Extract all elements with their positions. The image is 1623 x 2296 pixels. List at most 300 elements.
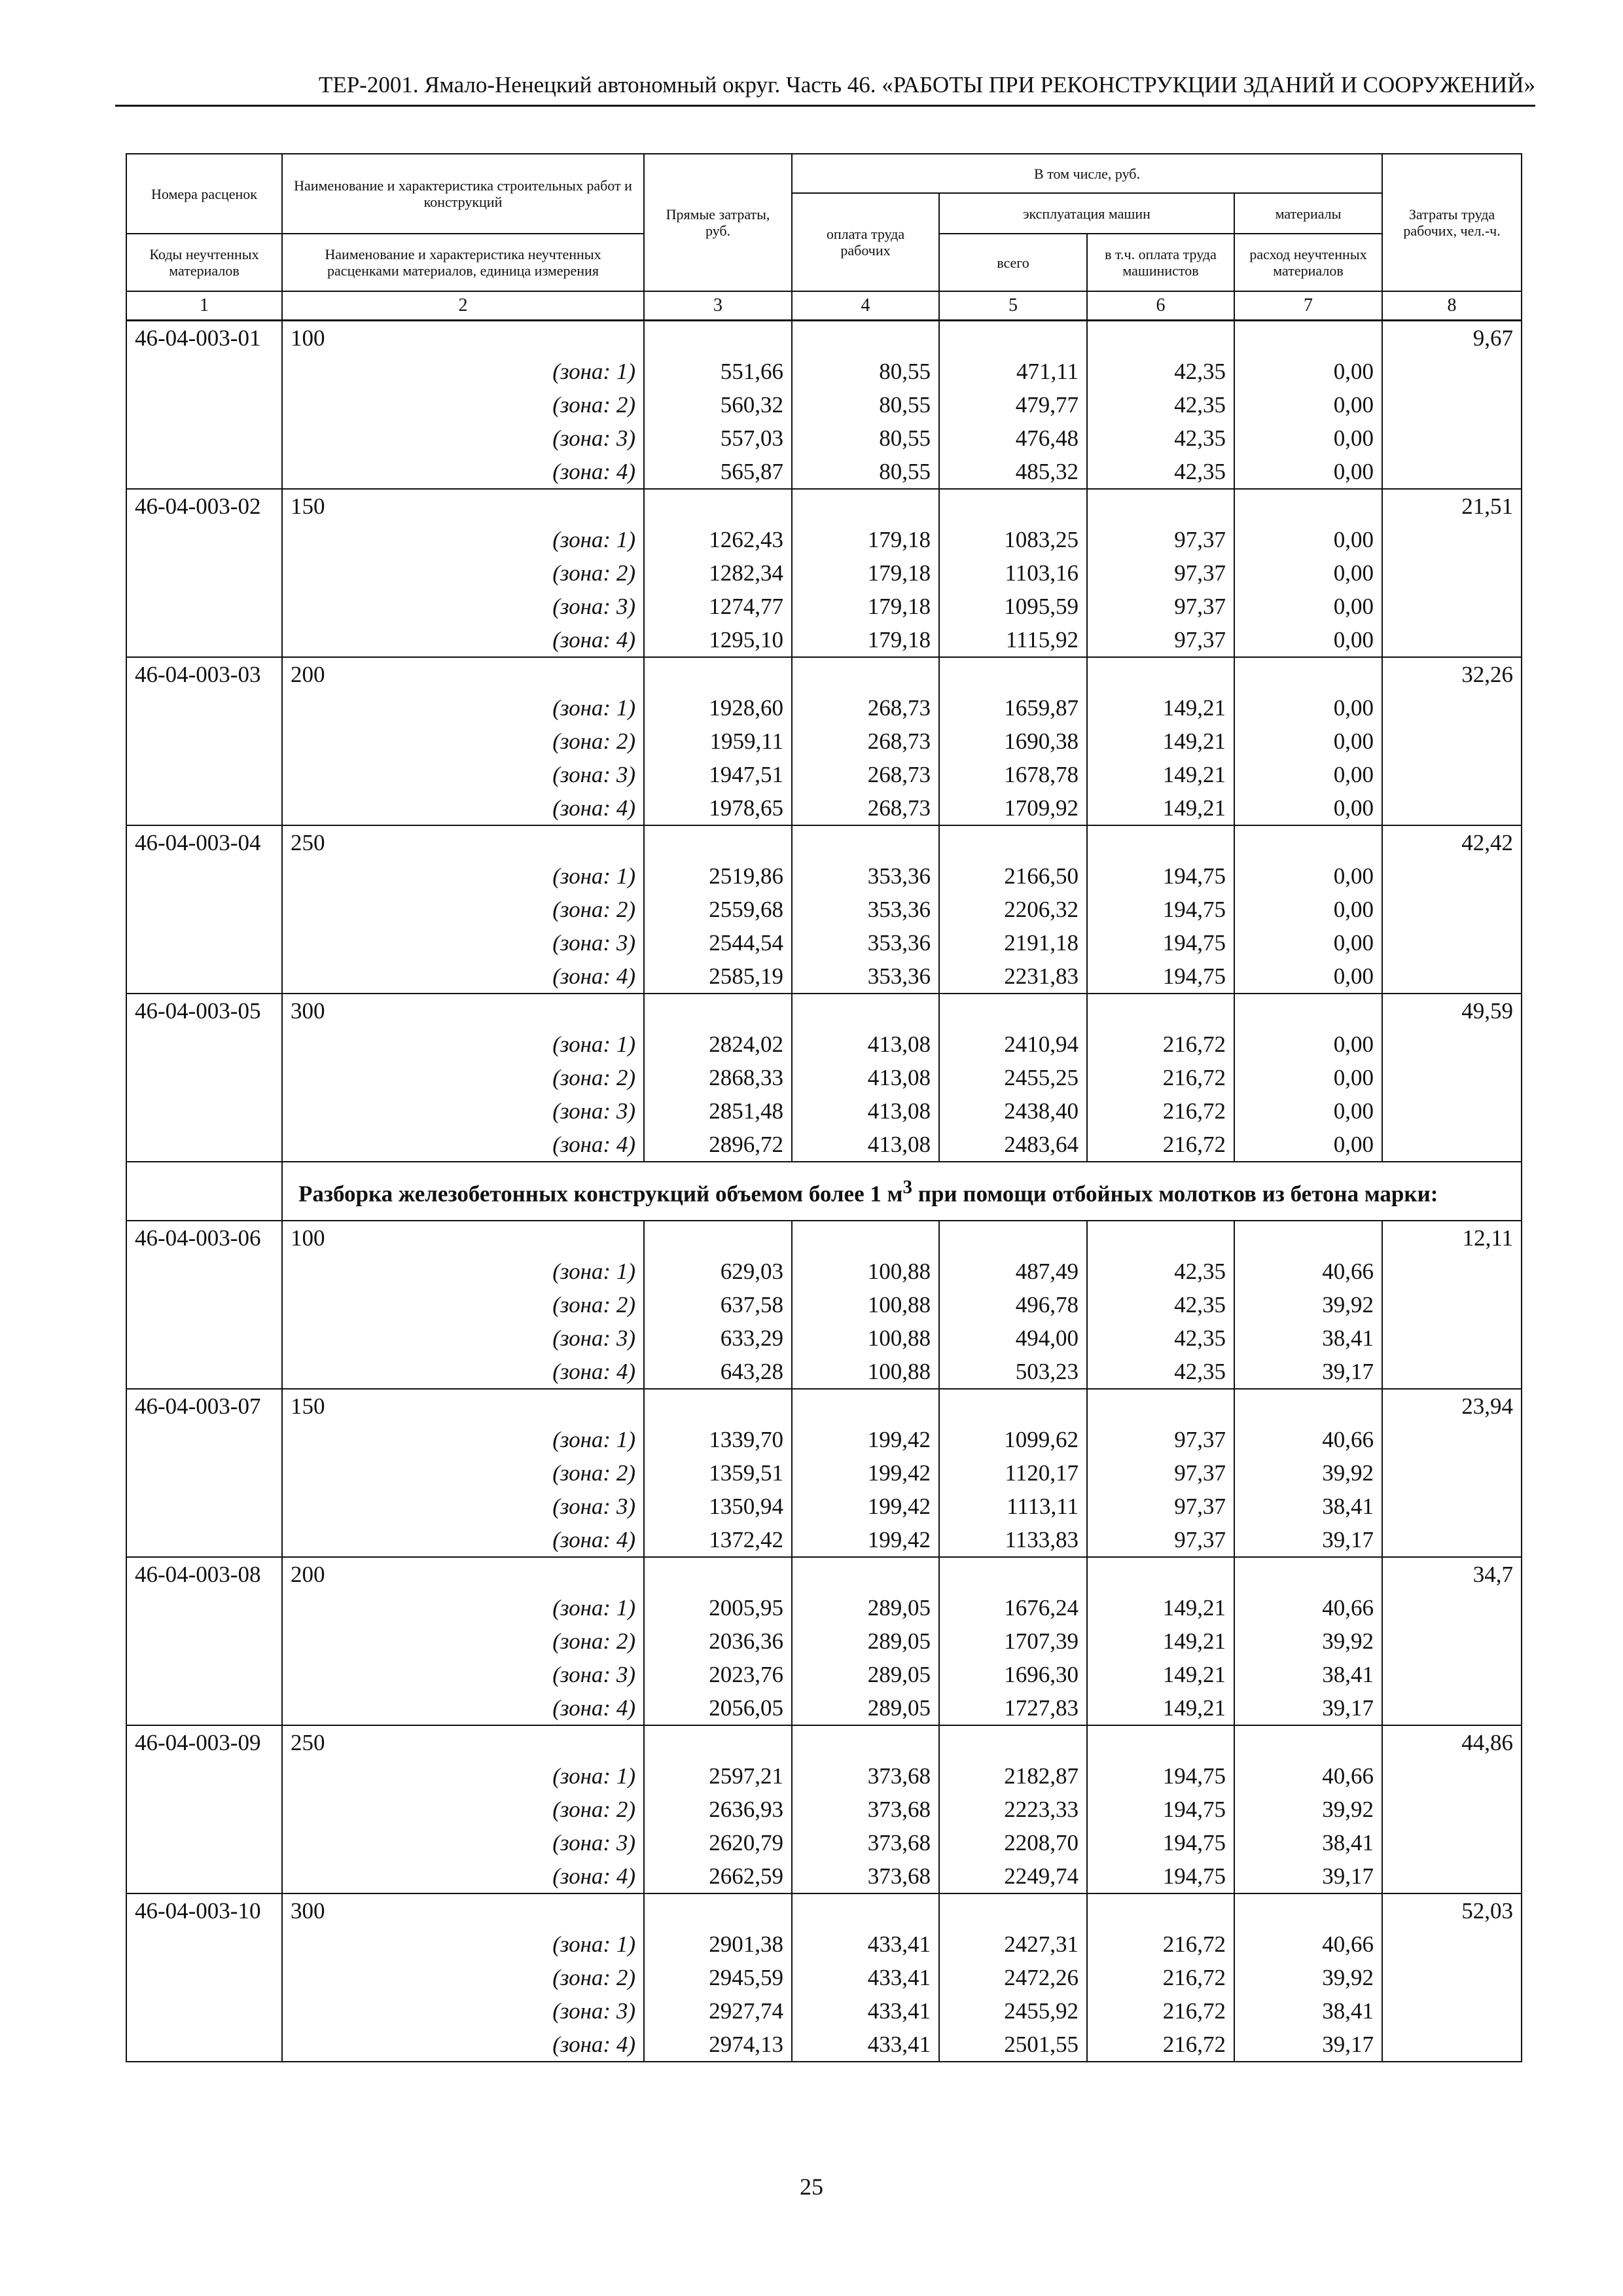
empty-cell bbox=[1087, 1893, 1234, 1928]
rate-code: 46-04-003-10 bbox=[126, 1893, 282, 1928]
rate-code: 46-04-003-03 bbox=[126, 657, 282, 691]
zone-label: (зона: 3) bbox=[282, 926, 644, 960]
empty-cell bbox=[126, 1859, 282, 1893]
empty-cell bbox=[939, 1557, 1087, 1591]
direct-costs-value: 2597,21 bbox=[644, 1759, 792, 1793]
zone-label: (зона: 3) bbox=[282, 1094, 644, 1128]
direct-costs-value: 2945,59 bbox=[644, 1961, 792, 1994]
machines-wages-value: 42,35 bbox=[1087, 355, 1234, 388]
direct-costs-value: 2023,76 bbox=[644, 1658, 792, 1691]
empty-cell bbox=[1382, 1691, 1522, 1725]
rate-row bbox=[126, 1893, 1522, 1928]
empty-cell bbox=[1382, 859, 1522, 893]
direct-costs-value: 2585,19 bbox=[644, 960, 792, 994]
col-number: 2 bbox=[282, 291, 644, 320]
direct-costs-value: 1274,77 bbox=[644, 590, 792, 623]
empty-cell bbox=[126, 556, 282, 590]
materials-value: 0,00 bbox=[1234, 859, 1382, 893]
rate-name: 300 bbox=[282, 1893, 644, 1928]
empty-cell bbox=[1382, 1523, 1522, 1557]
machines-wages-value: 42,35 bbox=[1087, 1255, 1234, 1288]
section-spacer-cell bbox=[126, 1162, 282, 1221]
empty-cell bbox=[1382, 1423, 1522, 1456]
empty-cell bbox=[126, 1094, 282, 1128]
machines-wages-value: 42,35 bbox=[1087, 1288, 1234, 1321]
empty-cell bbox=[126, 523, 282, 556]
machines-total-value: 1678,78 bbox=[939, 758, 1087, 791]
wages-value: 80,55 bbox=[792, 388, 939, 422]
zone-label: (зона: 1) bbox=[282, 1591, 644, 1624]
empty-cell bbox=[1087, 1725, 1234, 1759]
machines-total-value: 2191,18 bbox=[939, 926, 1087, 960]
materials-value: 0,00 bbox=[1234, 893, 1382, 926]
wages-value: 268,73 bbox=[792, 725, 939, 758]
machines-wages-value: 149,21 bbox=[1087, 791, 1234, 825]
machines-wages-value: 42,35 bbox=[1087, 422, 1234, 455]
section-title-text: при помощи отбойных молотков из бетона марки: bbox=[912, 1181, 1438, 1207]
empty-cell bbox=[126, 623, 282, 657]
empty-cell bbox=[1382, 1288, 1522, 1321]
machines-wages-value: 149,21 bbox=[1087, 725, 1234, 758]
zone-label: (зона: 1) bbox=[282, 1255, 644, 1288]
rate-code: 46-04-003-09 bbox=[126, 1725, 282, 1759]
materials-value: 40,66 bbox=[1234, 1759, 1382, 1793]
machines-total-value: 1727,83 bbox=[939, 1691, 1087, 1725]
wages-value: 289,05 bbox=[792, 1658, 939, 1691]
rate-row bbox=[126, 489, 1522, 523]
empty-cell bbox=[792, 1389, 939, 1423]
empty-cell bbox=[126, 859, 282, 893]
wages-value: 179,18 bbox=[792, 523, 939, 556]
empty-cell bbox=[1382, 1994, 1522, 2028]
machines-wages-value: 216,72 bbox=[1087, 1128, 1234, 1162]
machines-total-value: 496,78 bbox=[939, 1288, 1087, 1321]
zone-label: (зона: 4) bbox=[282, 960, 644, 994]
direct-costs-value: 2636,93 bbox=[644, 1793, 792, 1826]
rate-name: 150 bbox=[282, 489, 644, 523]
materials-value: 0,00 bbox=[1234, 1028, 1382, 1061]
labor-value: 21,51 bbox=[1382, 489, 1522, 523]
machines-wages-value: 149,21 bbox=[1087, 758, 1234, 791]
empty-cell bbox=[1382, 1128, 1522, 1162]
empty-cell bbox=[1234, 657, 1382, 691]
empty-cell bbox=[1382, 1255, 1522, 1288]
wages-value: 373,68 bbox=[792, 1759, 939, 1793]
direct-costs-value: 1947,51 bbox=[644, 758, 792, 791]
materials-value: 0,00 bbox=[1234, 791, 1382, 825]
empty-cell bbox=[126, 1961, 282, 1994]
col-number: 6 bbox=[1087, 291, 1234, 320]
materials-value: 39,17 bbox=[1234, 1355, 1382, 1389]
wages-value: 373,68 bbox=[792, 1826, 939, 1859]
direct-costs-value: 2824,02 bbox=[644, 1028, 792, 1061]
machines-wages-value: 97,37 bbox=[1087, 556, 1234, 590]
machines-total-value: 2208,70 bbox=[939, 1826, 1087, 1859]
wages-value: 80,55 bbox=[792, 455, 939, 489]
empty-cell bbox=[1382, 1658, 1522, 1691]
direct-costs-value: 643,28 bbox=[644, 1355, 792, 1389]
empty-cell bbox=[1382, 1759, 1522, 1793]
rate-code: 46-04-003-02 bbox=[126, 489, 282, 523]
empty-cell bbox=[644, 489, 792, 523]
empty-cell bbox=[1382, 556, 1522, 590]
machines-total-value: 2483,64 bbox=[939, 1128, 1087, 1162]
empty-cell bbox=[792, 1893, 939, 1928]
empty-cell bbox=[126, 1624, 282, 1658]
labor-value: 44,86 bbox=[1382, 1725, 1522, 1759]
empty-cell bbox=[126, 1355, 282, 1389]
zone-label: (зона: 3) bbox=[282, 1994, 644, 2028]
machines-total-value: 1095,59 bbox=[939, 590, 1087, 623]
zone-row bbox=[126, 1928, 1522, 1961]
materials-value: 0,00 bbox=[1234, 725, 1382, 758]
zone-label: (зона: 1) bbox=[282, 859, 644, 893]
machines-wages-value: 97,37 bbox=[1087, 1456, 1234, 1490]
machines-wages-value: 42,35 bbox=[1087, 1355, 1234, 1389]
table-body bbox=[126, 320, 1522, 2062]
zone-label: (зона: 4) bbox=[282, 1355, 644, 1389]
empty-cell bbox=[1382, 1028, 1522, 1061]
wages-value: 268,73 bbox=[792, 791, 939, 825]
materials-value: 0,00 bbox=[1234, 422, 1382, 455]
zone-label: (зона: 4) bbox=[282, 623, 644, 657]
empty-cell bbox=[1234, 1221, 1382, 1255]
materials-value: 39,92 bbox=[1234, 1793, 1382, 1826]
machines-total-value: 2166,50 bbox=[939, 859, 1087, 893]
empty-cell bbox=[1234, 1389, 1382, 1423]
col-labor-header: Затраты труда рабочих, чел.-ч. bbox=[1382, 154, 1522, 291]
empty-cell bbox=[126, 893, 282, 926]
empty-cell bbox=[1382, 1859, 1522, 1893]
zone-row bbox=[126, 1490, 1522, 1523]
machines-total-value: 1709,92 bbox=[939, 791, 1087, 825]
empty-cell bbox=[126, 1423, 282, 1456]
col-wages-header: оплата труда рабочих bbox=[792, 193, 939, 291]
materials-value: 39,17 bbox=[1234, 1859, 1382, 1893]
labor-value: 52,03 bbox=[1382, 1893, 1522, 1928]
empty-cell bbox=[1234, 489, 1382, 523]
labor-value: 23,94 bbox=[1382, 1389, 1522, 1423]
wages-value: 413,08 bbox=[792, 1094, 939, 1128]
rate-code: 46-04-003-04 bbox=[126, 825, 282, 859]
rate-row bbox=[126, 1221, 1522, 1255]
labor-value: 32,26 bbox=[1382, 657, 1522, 691]
zone-row bbox=[126, 455, 1522, 489]
table-header bbox=[126, 154, 1522, 320]
machines-wages-value: 194,75 bbox=[1087, 960, 1234, 994]
rate-name: 300 bbox=[282, 994, 644, 1028]
machines-total-value: 2231,83 bbox=[939, 960, 1087, 994]
zone-label: (зона: 4) bbox=[282, 1859, 644, 1893]
empty-cell bbox=[126, 1691, 282, 1725]
empty-cell bbox=[1234, 1725, 1382, 1759]
direct-costs-value: 629,03 bbox=[644, 1255, 792, 1288]
machines-wages-value: 149,21 bbox=[1087, 1591, 1234, 1624]
machines-total-value: 2223,33 bbox=[939, 1793, 1087, 1826]
zone-row bbox=[126, 1591, 1522, 1624]
machines-total-value: 494,00 bbox=[939, 1321, 1087, 1355]
materials-value: 0,00 bbox=[1234, 926, 1382, 960]
empty-cell bbox=[1087, 320, 1234, 355]
wages-value: 199,42 bbox=[792, 1423, 939, 1456]
rate-name: 100 bbox=[282, 1221, 644, 1255]
empty-cell bbox=[1087, 489, 1234, 523]
materials-value: 0,00 bbox=[1234, 1094, 1382, 1128]
empty-cell bbox=[126, 388, 282, 422]
empty-cell bbox=[1382, 926, 1522, 960]
wages-value: 199,42 bbox=[792, 1523, 939, 1557]
zone-label: (зона: 2) bbox=[282, 1793, 644, 1826]
col-rate-numbers-header: Номера расценок bbox=[126, 154, 282, 234]
machines-total-value: 503,23 bbox=[939, 1355, 1087, 1389]
zone-row bbox=[126, 1255, 1522, 1288]
wages-value: 179,18 bbox=[792, 623, 939, 657]
empty-cell bbox=[1087, 994, 1234, 1028]
col-materials-header: материалы bbox=[1234, 193, 1382, 234]
rate-name: 150 bbox=[282, 1389, 644, 1423]
zone-row bbox=[126, 1061, 1522, 1094]
materials-value: 38,41 bbox=[1234, 1826, 1382, 1859]
machines-wages-value: 194,75 bbox=[1087, 893, 1234, 926]
empty-cell bbox=[1382, 1624, 1522, 1658]
wages-value: 353,36 bbox=[792, 960, 939, 994]
zone-label: (зона: 1) bbox=[282, 1928, 644, 1961]
direct-costs-value: 2519,86 bbox=[644, 859, 792, 893]
empty-cell bbox=[1087, 1389, 1234, 1423]
direct-costs-value: 2620,79 bbox=[644, 1826, 792, 1859]
empty-cell bbox=[1382, 623, 1522, 657]
machines-total-value: 1099,62 bbox=[939, 1423, 1087, 1456]
zone-row bbox=[126, 1859, 1522, 1893]
empty-cell bbox=[1382, 1928, 1522, 1961]
col-direct-costs-header: Прямые затраты, руб. bbox=[644, 154, 792, 291]
rate-code: 46-04-003-05 bbox=[126, 994, 282, 1028]
machines-wages-value: 194,75 bbox=[1087, 859, 1234, 893]
direct-costs-value: 2851,48 bbox=[644, 1094, 792, 1128]
zone-label: (зона: 3) bbox=[282, 1658, 644, 1691]
machines-total-value: 476,48 bbox=[939, 422, 1087, 455]
machines-wages-value: 194,75 bbox=[1087, 926, 1234, 960]
empty-cell bbox=[644, 657, 792, 691]
zone-row bbox=[126, 691, 1522, 725]
col-codes-header: Коды неучтенных материалов bbox=[126, 234, 282, 291]
empty-cell bbox=[126, 355, 282, 388]
empty-cell bbox=[792, 1557, 939, 1591]
empty-cell bbox=[126, 2028, 282, 2062]
direct-costs-value: 565,87 bbox=[644, 455, 792, 489]
materials-value: 0,00 bbox=[1234, 758, 1382, 791]
machines-total-value: 1083,25 bbox=[939, 523, 1087, 556]
zone-row bbox=[126, 1355, 1522, 1389]
empty-cell bbox=[126, 960, 282, 994]
col-number: 5 bbox=[939, 291, 1087, 320]
zone-label: (зона: 1) bbox=[282, 1028, 644, 1061]
direct-costs-value: 2036,36 bbox=[644, 1624, 792, 1658]
machines-total-value: 2501,55 bbox=[939, 2028, 1087, 2062]
zone-label: (зона: 3) bbox=[282, 422, 644, 455]
zone-label: (зона: 1) bbox=[282, 691, 644, 725]
empty-cell bbox=[1234, 825, 1382, 859]
zone-label: (зона: 4) bbox=[282, 455, 644, 489]
labor-value: 34,7 bbox=[1382, 1557, 1522, 1591]
machines-total-value: 2427,31 bbox=[939, 1928, 1087, 1961]
machines-total-value: 1707,39 bbox=[939, 1624, 1087, 1658]
direct-costs-value: 2662,59 bbox=[644, 1859, 792, 1893]
wages-value: 100,88 bbox=[792, 1255, 939, 1288]
col-name-materials-header: Наименование и характеристика неучтенных расценками материалов, единица измерения bbox=[282, 234, 644, 291]
wages-value: 289,05 bbox=[792, 1691, 939, 1725]
empty-cell bbox=[939, 1389, 1087, 1423]
direct-costs-value: 633,29 bbox=[644, 1321, 792, 1355]
empty-cell bbox=[939, 657, 1087, 691]
empty-cell bbox=[1382, 1094, 1522, 1128]
empty-cell bbox=[126, 1456, 282, 1490]
direct-costs-value: 2974,13 bbox=[644, 2028, 792, 2062]
direct-costs-value: 557,03 bbox=[644, 422, 792, 455]
wages-value: 179,18 bbox=[792, 556, 939, 590]
empty-cell bbox=[1382, 1826, 1522, 1859]
zone-row bbox=[126, 556, 1522, 590]
machines-wages-value: 216,72 bbox=[1087, 1028, 1234, 1061]
zone-row bbox=[126, 1759, 1522, 1793]
direct-costs-value: 1282,34 bbox=[644, 556, 792, 590]
col-number: 7 bbox=[1234, 291, 1382, 320]
wages-value: 353,36 bbox=[792, 893, 939, 926]
zone-row bbox=[126, 1994, 1522, 2028]
machines-total-value: 2410,94 bbox=[939, 1028, 1087, 1061]
zone-label: (зона: 4) bbox=[282, 1523, 644, 1557]
empty-cell bbox=[1382, 388, 1522, 422]
empty-cell bbox=[792, 320, 939, 355]
empty-cell bbox=[644, 1389, 792, 1423]
empty-cell bbox=[1087, 1221, 1234, 1255]
empty-cell bbox=[126, 725, 282, 758]
materials-value: 39,92 bbox=[1234, 1624, 1382, 1658]
col-including-header: В том числе, руб. bbox=[792, 154, 1382, 193]
empty-cell bbox=[1382, 893, 1522, 926]
machines-wages-value: 97,37 bbox=[1087, 1423, 1234, 1456]
direct-costs-value: 2559,68 bbox=[644, 893, 792, 926]
machines-wages-value: 42,35 bbox=[1087, 1321, 1234, 1355]
empty-cell bbox=[1382, 758, 1522, 791]
empty-cell bbox=[1382, 1321, 1522, 1355]
wages-value: 413,08 bbox=[792, 1061, 939, 1094]
empty-cell bbox=[126, 1061, 282, 1094]
empty-cell bbox=[792, 1221, 939, 1255]
empty-cell bbox=[126, 1255, 282, 1288]
machines-total-value: 2438,40 bbox=[939, 1094, 1087, 1128]
machines-total-value: 485,32 bbox=[939, 455, 1087, 489]
empty-cell bbox=[939, 489, 1087, 523]
materials-value: 39,17 bbox=[1234, 2028, 1382, 2062]
machines-total-value: 1103,16 bbox=[939, 556, 1087, 590]
direct-costs-value: 1350,94 bbox=[644, 1490, 792, 1523]
empty-cell bbox=[126, 1321, 282, 1355]
empty-cell bbox=[126, 1490, 282, 1523]
zone-row bbox=[126, 1793, 1522, 1826]
machines-total-value: 479,77 bbox=[939, 388, 1087, 422]
materials-value: 0,00 bbox=[1234, 556, 1382, 590]
empty-cell bbox=[792, 489, 939, 523]
direct-costs-value: 2056,05 bbox=[644, 1691, 792, 1725]
empty-cell bbox=[792, 994, 939, 1028]
rate-code: 46-04-003-06 bbox=[126, 1221, 282, 1255]
direct-costs-value: 1339,70 bbox=[644, 1423, 792, 1456]
col-number: 4 bbox=[792, 291, 939, 320]
rates-table bbox=[126, 153, 1522, 2062]
zone-label: (зона: 3) bbox=[282, 758, 644, 791]
zone-row bbox=[126, 1128, 1522, 1162]
zone-label: (зона: 2) bbox=[282, 388, 644, 422]
empty-cell bbox=[126, 1994, 282, 2028]
empty-cell bbox=[792, 825, 939, 859]
empty-cell bbox=[126, 1793, 282, 1826]
rate-name: 100 bbox=[282, 320, 644, 355]
zone-row bbox=[126, 1288, 1522, 1321]
machines-total-value: 1696,30 bbox=[939, 1658, 1087, 1691]
empty-cell bbox=[1087, 1557, 1234, 1591]
wages-value: 433,41 bbox=[792, 1928, 939, 1961]
machines-wages-value: 216,72 bbox=[1087, 1928, 1234, 1961]
zone-label: (зона: 1) bbox=[282, 523, 644, 556]
empty-cell bbox=[1382, 1456, 1522, 1490]
direct-costs-value: 1978,65 bbox=[644, 791, 792, 825]
wages-value: 268,73 bbox=[792, 758, 939, 791]
empty-cell bbox=[1234, 1893, 1382, 1928]
empty-cell bbox=[126, 1928, 282, 1961]
col-name-header: Наименование и характеристика строительных работ и конструкций bbox=[282, 154, 644, 234]
empty-cell bbox=[939, 994, 1087, 1028]
materials-value: 38,41 bbox=[1234, 1658, 1382, 1691]
materials-value: 39,17 bbox=[1234, 1523, 1382, 1557]
zone-label: (зона: 3) bbox=[282, 1826, 644, 1859]
empty-cell bbox=[644, 1725, 792, 1759]
zone-label: (зона: 2) bbox=[282, 556, 644, 590]
rate-name: 250 bbox=[282, 825, 644, 859]
empty-cell bbox=[126, 1591, 282, 1624]
col-machines-total-header: всего bbox=[939, 234, 1087, 291]
zone-label: (зона: 1) bbox=[282, 1759, 644, 1793]
zone-row bbox=[126, 893, 1522, 926]
zone-label: (зона: 2) bbox=[282, 1456, 644, 1490]
zone-row bbox=[126, 1523, 1522, 1557]
labor-value: 9,67 bbox=[1382, 320, 1522, 355]
empty-cell bbox=[126, 590, 282, 623]
empty-cell bbox=[1382, 2028, 1522, 2062]
machines-wages-value: 194,75 bbox=[1087, 1859, 1234, 1893]
wages-value: 80,55 bbox=[792, 355, 939, 388]
materials-value: 0,00 bbox=[1234, 1061, 1382, 1094]
machines-wages-value: 97,37 bbox=[1087, 623, 1234, 657]
zone-label: (зона: 3) bbox=[282, 1321, 644, 1355]
empty-cell bbox=[126, 758, 282, 791]
zone-row bbox=[126, 590, 1522, 623]
wages-value: 373,68 bbox=[792, 1793, 939, 1826]
empty-cell bbox=[1382, 590, 1522, 623]
materials-value: 39,92 bbox=[1234, 1288, 1382, 1321]
rate-name: 200 bbox=[282, 1557, 644, 1591]
direct-costs-value: 1372,42 bbox=[644, 1523, 792, 1557]
empty-cell bbox=[126, 1759, 282, 1793]
materials-value: 0,00 bbox=[1234, 388, 1382, 422]
empty-cell bbox=[644, 1893, 792, 1928]
empty-cell bbox=[1382, 455, 1522, 489]
wages-value: 289,05 bbox=[792, 1591, 939, 1624]
direct-costs-value: 2901,38 bbox=[644, 1928, 792, 1961]
machines-wages-value: 149,21 bbox=[1087, 1658, 1234, 1691]
machines-wages-value: 97,37 bbox=[1087, 1523, 1234, 1557]
direct-costs-value: 2544,54 bbox=[644, 926, 792, 960]
